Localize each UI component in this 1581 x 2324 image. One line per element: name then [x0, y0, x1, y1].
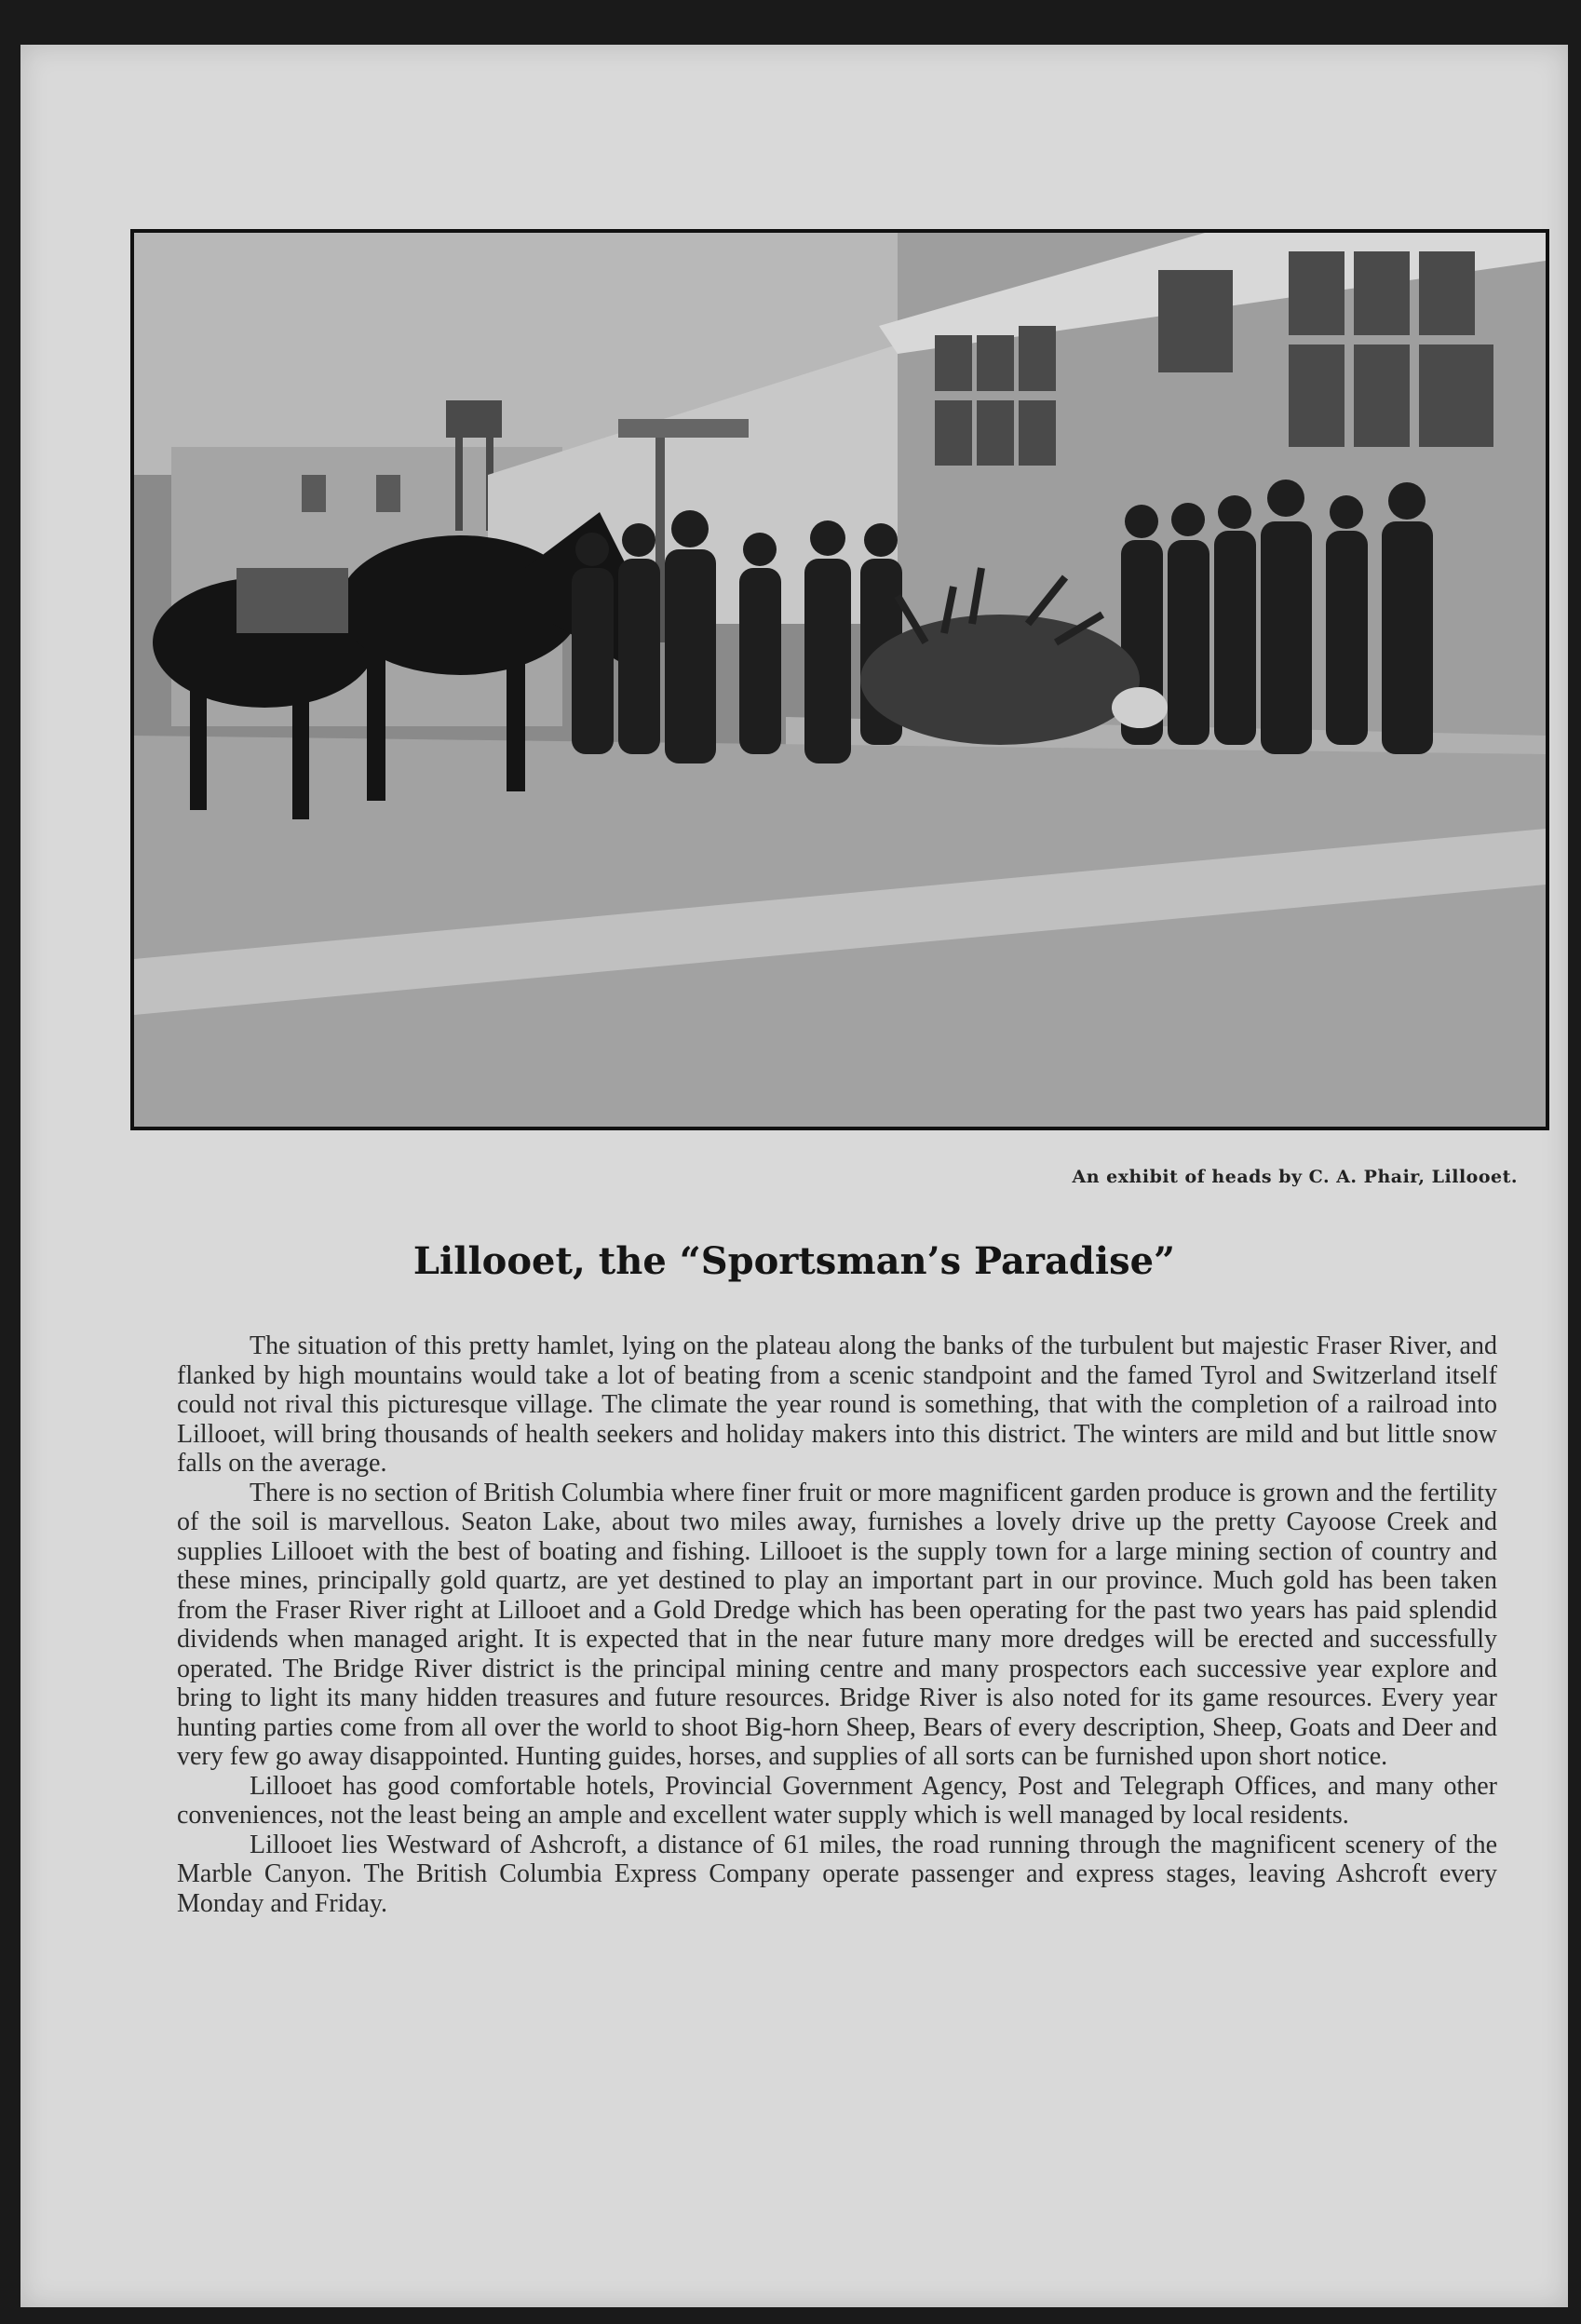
article-body: [177, 1331, 1497, 1918]
article-paragraph: There is no section of British Columbia where finer fruit or more magnificent garden produce is grown and the fertility of the soil is marvellous. Seaton Lake, about two miles away, furnishes a lovely drive up the pretty Cayoose Creek and supplies Lillooet with the best of boating and fishing. Lillooet is the supply town for a large mining section of country and these mines, principally gold quartz, are yet destined to play an important part in our province. Much gold has been taken from the Fraser River right at Lillooet and a Gold Dredge which has been operating for the past two years has paid splendid dividends when managed aright. It is expected that in the near future many more dredges will be erected and successfully operated. The Bridge River district is the principal mining centre and many prospectors each successive year explore and bring to light its many hidden treasures and future resources. Bridge River is also noted for its game resources. Every year hunting parties come from all over the world to shoot Big-horn Sheep, Bears of every description, Sheep, Goats and Deer and very few go away disappointed. Hunting guides, horses, and supplies of all sorts can be furnished upon short notice.: [177, 1478, 1497, 1771]
street-scene-photo: [130, 229, 1549, 1130]
article-paragraph: The situation of this pretty hamlet, lying on the plateau along the banks of the turbulent but majestic Fraser River, and flanked by high mountains would take a lot of beating from a scenic standpoint and the famed Tyrol and Switzerland itself could not rival this picturesque village. The climate the year round is something, that with the completion of a railroad into Lillooet, will bring thousands of health seekers and holiday makers into this district. The winters are mild and but little snow falls on the average.: [177, 1331, 1497, 1478]
photo-illustration: [134, 233, 1546, 1127]
article-paragraph: Lillooet lies Westward of Ashcroft, a distance of 61 miles, the road running through the magnificent scenery of the Marble Canyon. The British Columbia Express Company operate passenger and express stages, leaving Ashcroft every Monday and Friday.: [177, 1830, 1497, 1918]
article-title: Lillooet, the “Sportsman’s Paradise”: [412, 1239, 1176, 1283]
document-page: [20, 45, 1568, 2307]
photo-caption: An exhibit of heads by C. A. Phair, Lillooet.: [1072, 1167, 1518, 1187]
article-paragraph: Lillooet has good comfortable hotels, Provincial Government Agency, Post and Telegraph Offices, and many other conveniences, not the least being an ample and excellent water supply which is well managed by local residents.: [177, 1771, 1497, 1830]
